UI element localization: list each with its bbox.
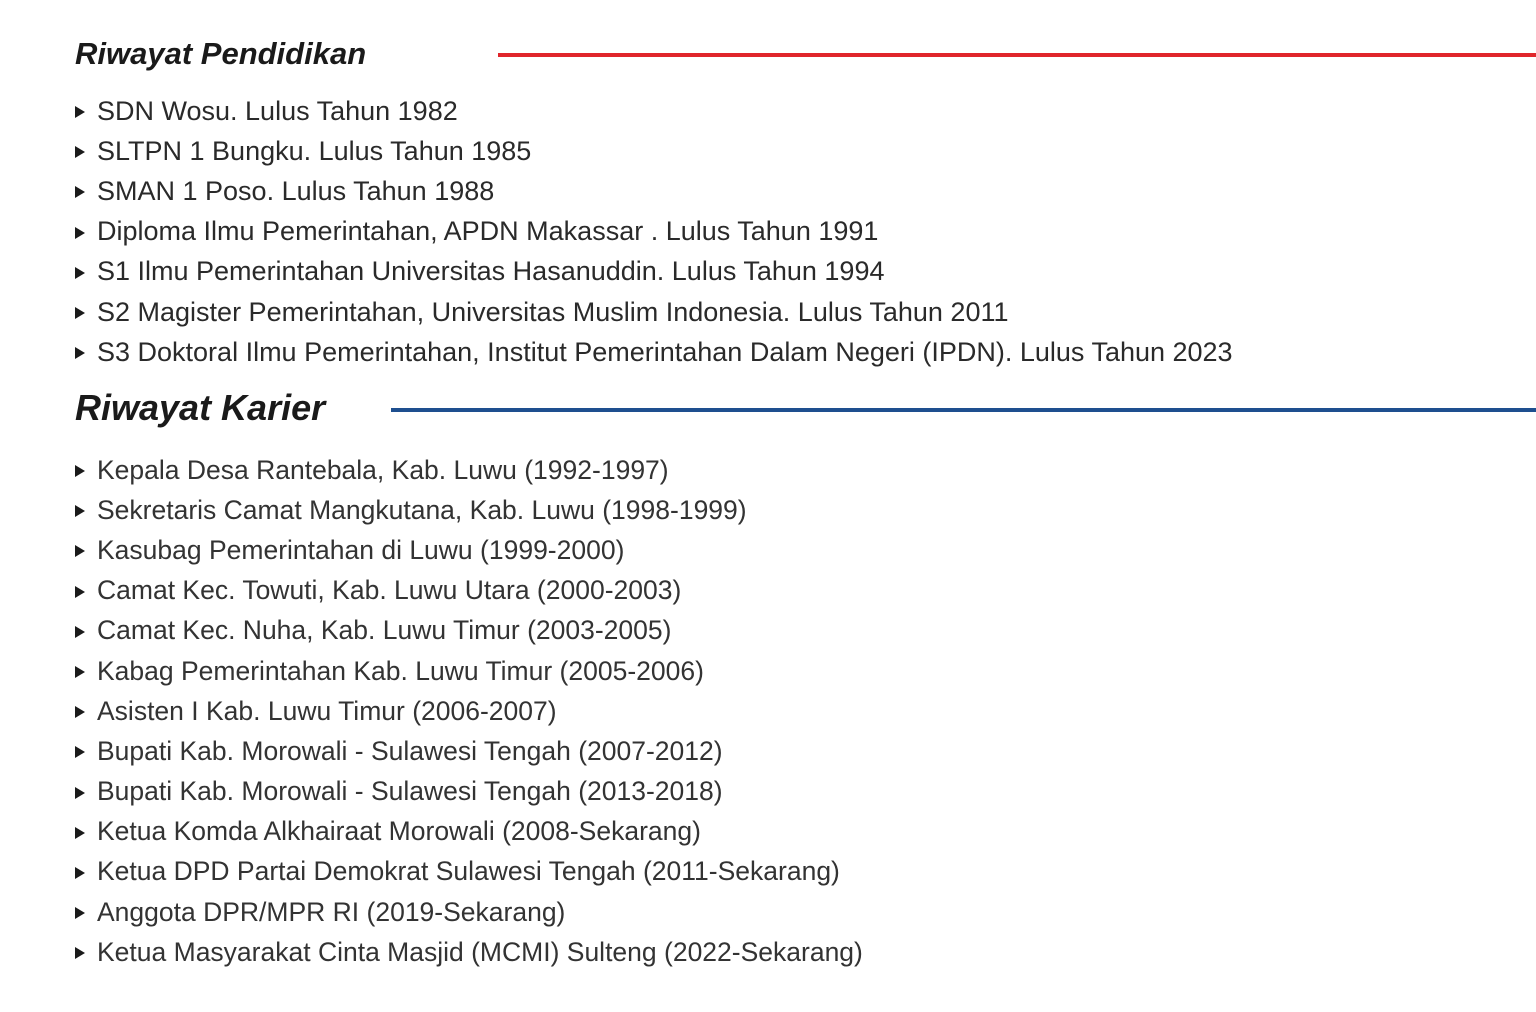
career-title: Riwayat Karier <box>75 387 326 428</box>
list-item <box>75 932 863 972</box>
list-item <box>75 252 1233 292</box>
triangle-right-icon <box>75 787 85 799</box>
list-item <box>75 651 863 691</box>
triangle-right-icon <box>75 465 85 477</box>
list-item-text: Diploma Ilmu Pemerintahan, APDN Makassar . Lulus Tahun 1991 <box>97 216 879 247</box>
triangle-right-icon <box>75 947 85 959</box>
education-section <box>0 30 1536 367</box>
triangle-right-icon <box>75 746 85 758</box>
triangle-right-icon <box>75 186 85 198</box>
list-item-text: SDN Wosu. Lulus Tahun 1982 <box>97 95 458 126</box>
career-header <box>0 385 1536 435</box>
triangle-right-icon <box>75 586 85 598</box>
list-item <box>75 292 1233 332</box>
career-list <box>75 450 863 972</box>
list-item <box>75 691 863 731</box>
list-item <box>75 91 1233 131</box>
list-item-text: Kasubag Pemerintahan di Luwu (1999-2000) <box>97 534 625 565</box>
education-header <box>0 30 1536 80</box>
triangle-right-icon <box>75 347 85 359</box>
list-item-text: SMAN 1 Poso. Lulus Tahun 1988 <box>97 175 495 206</box>
list-item-text: S2 Magister Pemerintahan, Universitas Muslim Indonesia. Lulus Tahun 2011 <box>97 296 1009 327</box>
list-item <box>75 611 863 651</box>
list-item-text: SLTPN 1 Bungku. Lulus Tahun 1985 <box>97 135 532 166</box>
list-item-text: Ketua Masyarakat Cinta Masjid (MCMI) Sulteng (2022-Sekarang) <box>97 936 863 967</box>
list-item-text: Bupati Kab. Morowali - Sulawesi Tengah (2007-2012) <box>97 735 723 766</box>
list-item <box>75 490 863 530</box>
triangle-right-icon <box>75 267 85 279</box>
triangle-right-icon <box>75 706 85 718</box>
list-item-text: Camat Kec. Towuti, Kab. Luwu Utara (2000-2003) <box>97 575 682 606</box>
triangle-right-icon <box>75 545 85 557</box>
education-list <box>75 91 1233 372</box>
list-item <box>75 571 863 611</box>
triangle-right-icon <box>75 505 85 517</box>
list-item-text: Anggota DPR/MPR RI (2019-Sekarang) <box>97 896 566 927</box>
triangle-right-icon <box>75 307 85 319</box>
triangle-right-icon <box>75 666 85 678</box>
list-item <box>75 772 863 812</box>
list-item <box>75 731 863 771</box>
triangle-right-icon <box>75 626 85 638</box>
triangle-right-icon <box>75 146 85 158</box>
list-item-text: Kepala Desa Rantebala, Kab. Luwu (1992-1997) <box>97 454 669 485</box>
triangle-right-icon <box>75 907 85 919</box>
list-item <box>75 171 1233 211</box>
triangle-right-icon <box>75 827 85 839</box>
list-item <box>75 852 863 892</box>
list-item <box>75 812 863 852</box>
list-item-text: S3 Doktoral Ilmu Pemerintahan, Institut Pemerintahan Dalam Negeri (IPDN). Lulus Tahun 2023 <box>97 336 1233 367</box>
education-title: Riwayat Pendidikan <box>75 36 367 71</box>
list-item <box>75 212 1233 252</box>
career-divider <box>391 408 1536 412</box>
education-divider <box>498 53 1536 57</box>
list-item-text: S1 Ilmu Pemerintahan Universitas Hasanuddin. Lulus Tahun 1994 <box>97 256 885 287</box>
list-item <box>75 892 863 932</box>
list-item-text: Ketua Komda Alkhairaat Morowali (2008-Sekarang) <box>97 816 701 847</box>
list-item-text: Sekretaris Camat Mangkutana, Kab. Luwu (1998-1999) <box>97 494 747 525</box>
list-item-text: Asisten I Kab. Luwu Timur (2006-2007) <box>97 695 557 726</box>
list-item <box>75 332 1233 372</box>
triangle-right-icon <box>75 106 85 118</box>
career-section <box>0 385 1536 967</box>
list-item-text: Camat Kec. Nuha, Kab. Luwu Timur (2003-2005) <box>97 615 672 646</box>
list-item-text: Ketua DPD Partai Demokrat Sulawesi Tengah (2011-Sekarang) <box>97 856 840 887</box>
list-item <box>75 530 863 570</box>
list-item <box>75 450 863 490</box>
list-item-text: Kabag Pemerintahan Kab. Luwu Timur (2005-2006) <box>97 655 704 686</box>
triangle-right-icon <box>75 227 85 239</box>
triangle-right-icon <box>75 867 85 879</box>
list-item-text: Bupati Kab. Morowali - Sulawesi Tengah (2013-2018) <box>97 776 723 807</box>
list-item <box>75 131 1233 171</box>
